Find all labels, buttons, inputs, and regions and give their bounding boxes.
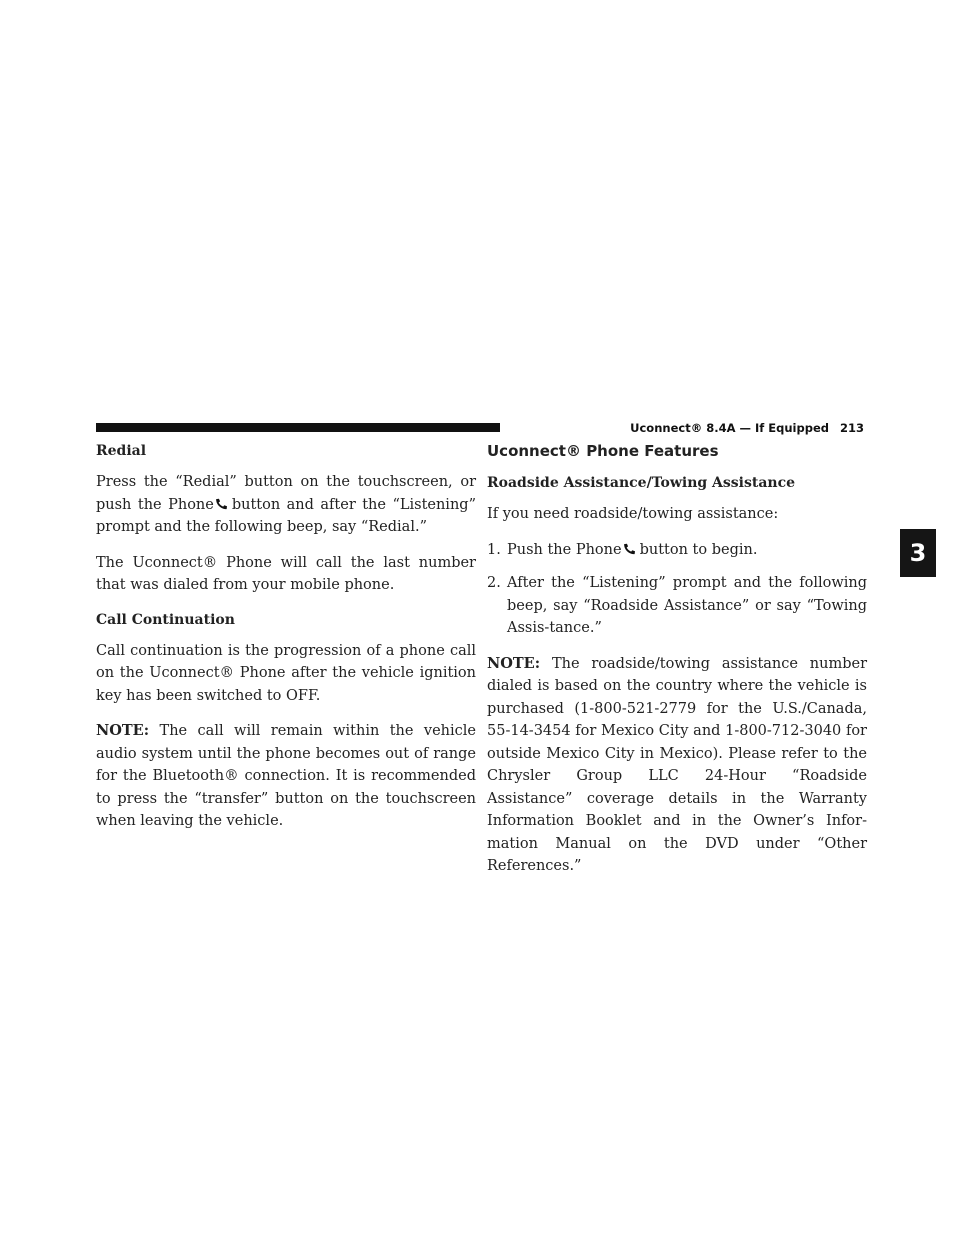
roadside-heading: Roadside Assistance/Towing Assistance — [487, 475, 796, 491]
note-label: NOTE: — [487, 654, 541, 672]
chapter-tab: 3 — [900, 529, 936, 577]
roadside-intro: If you need roadside/towing assistance: — [487, 506, 779, 522]
step-text: After the “Listening” prompt and the following beep, say “Roadside Assistance” or say “Towing Assis-tance.” — [507, 575, 867, 636]
redial-paragraph — [96, 471, 476, 539]
running-header — [514, 419, 864, 437]
step-number: 2. — [487, 575, 501, 591]
step-text-a: Push the Phone — [507, 541, 622, 558]
phone-features-heading: Uconnect® Phone Features — [487, 442, 719, 460]
header-rule — [96, 423, 500, 432]
list-item — [487, 539, 867, 562]
right-column — [487, 437, 867, 891]
call-continuation-heading: Call Continuation — [96, 611, 235, 628]
phone-icon — [623, 543, 638, 555]
step-number: 1. — [487, 541, 501, 558]
redial-paragraph-2: The Uconnect® Phone will call the last number that was dialed from your mobile phone. — [96, 554, 476, 593]
note-paragraph — [96, 720, 476, 833]
note-text: The roadside/towing assistance number dialed is based on the country where the vehicle is purchased (1-800-521-2779 for the U.S./Canada, 55-14-3454 for Mexico City and 1-800-712-3040 for outside Mexico City in Mexico). Please refer to the Chrysler Group LLC 24-Hour “Roadside Assistance” coverage details in the Warranty Information Booklet and in the Owner’s Infor-mation Manual on the DVD under “Other References.” — [487, 655, 868, 874]
step-text-b: button to begin. — [639, 541, 758, 558]
redial-text-a: Press the “Redial” button on the touchscreen, or push the Phone — [96, 474, 476, 513]
phone-icon — [215, 498, 230, 510]
left-column — [96, 437, 476, 846]
redial-text-b: button and after the “Listening” prompt and the following beep, say “Redial.” — [96, 496, 476, 535]
roadside-note-paragraph — [487, 653, 867, 878]
section-title: Uconnect® 8.4A — If Equipped — [630, 421, 829, 435]
steps-list — [487, 539, 867, 640]
page-number: 213 — [839, 421, 864, 435]
note-label: NOTE: — [96, 722, 150, 739]
redial-heading: Redial — [96, 443, 147, 459]
call-continuation-paragraph: Call continuation is the progression of a phone call on the Uconnect® Phone after the vehicle ignition key has been switched to OFF. — [96, 642, 476, 704]
note-text: The call will remain within the vehicle audio system until the phone becomes out of range for the Bluetooth® connection. It is recommended to press the “transfer” button on the touchscreen when leaving the vehicle. — [96, 723, 476, 829]
list-item — [487, 572, 867, 640]
